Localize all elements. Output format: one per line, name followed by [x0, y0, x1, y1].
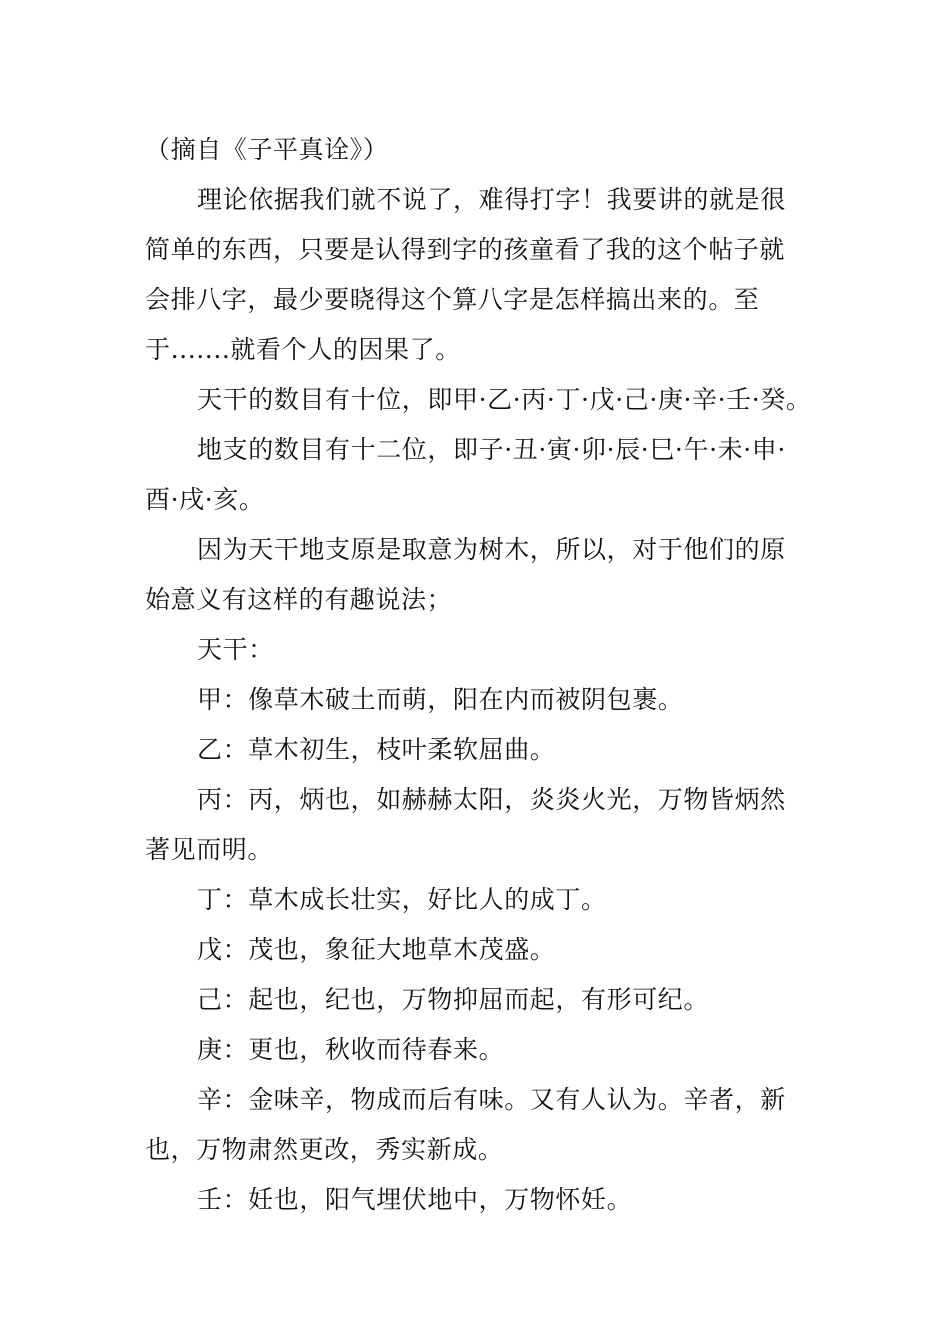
document-body — [145, 125, 810, 1225]
text-line: 乙：草木初生，枝叶柔软屈曲。 — [197, 735, 556, 764]
text-line: 著见而明。 — [145, 835, 274, 864]
text-line: 理论依据我们就不说了，难得打字！我要讲的就是很 — [197, 185, 786, 214]
text-line: 也，万物肃然更改，秀实新成。 — [145, 1135, 504, 1164]
text-line: 于.......就看个人的因果了。 — [145, 335, 461, 364]
text-line: 丁：草木成长壮实，好比人的成丁。 — [197, 885, 607, 914]
text-line: （摘自《子平真诠》） — [145, 135, 389, 164]
text-line: 因为天干地支原是取意为树木，所以，对于他们的原 — [197, 535, 786, 564]
text-line: 简单的东西，只要是认得到字的孩童看了我的这个帖子就 — [145, 235, 786, 264]
text-line: 酉·戌·亥。 — [145, 485, 265, 514]
text-line: 庚：更也，秋收而待春来。 — [197, 1035, 505, 1064]
text-line: 始意义有这样的有趣说法； — [145, 585, 453, 614]
text-line: 己：起也，纪也，万物抑屈而起，有形可纪。 — [197, 985, 710, 1014]
text-line: 壬：妊也，阳气埋伏地中，万物怀妊。 — [197, 1185, 633, 1214]
text-line: 辛：金味辛，物成而后有味。又有人认为。辛者，新 — [197, 1085, 786, 1114]
text-line: 丙：丙，炳也，如赫赫太阳，炎炎火光，万物皆炳然 — [197, 785, 786, 814]
text-line: 会排八字，最少要晓得这个算八字是怎样搞出来的。至 — [145, 285, 760, 314]
text-line: 天干的数目有十位，即甲·乙·丙·丁·戊·己·庚·辛·壬·癸。 — [197, 385, 812, 414]
text-line: 天干： — [197, 635, 274, 664]
text-line: 甲：像草木破土而萌，阳在内而被阴包裹。 — [197, 685, 684, 714]
text-line: 地支的数目有十二位，即子·丑·寅·卯·辰·巳·午·未·申· — [197, 435, 786, 464]
text-line: 戊：茂也，象征大地草木茂盛。 — [197, 935, 556, 964]
